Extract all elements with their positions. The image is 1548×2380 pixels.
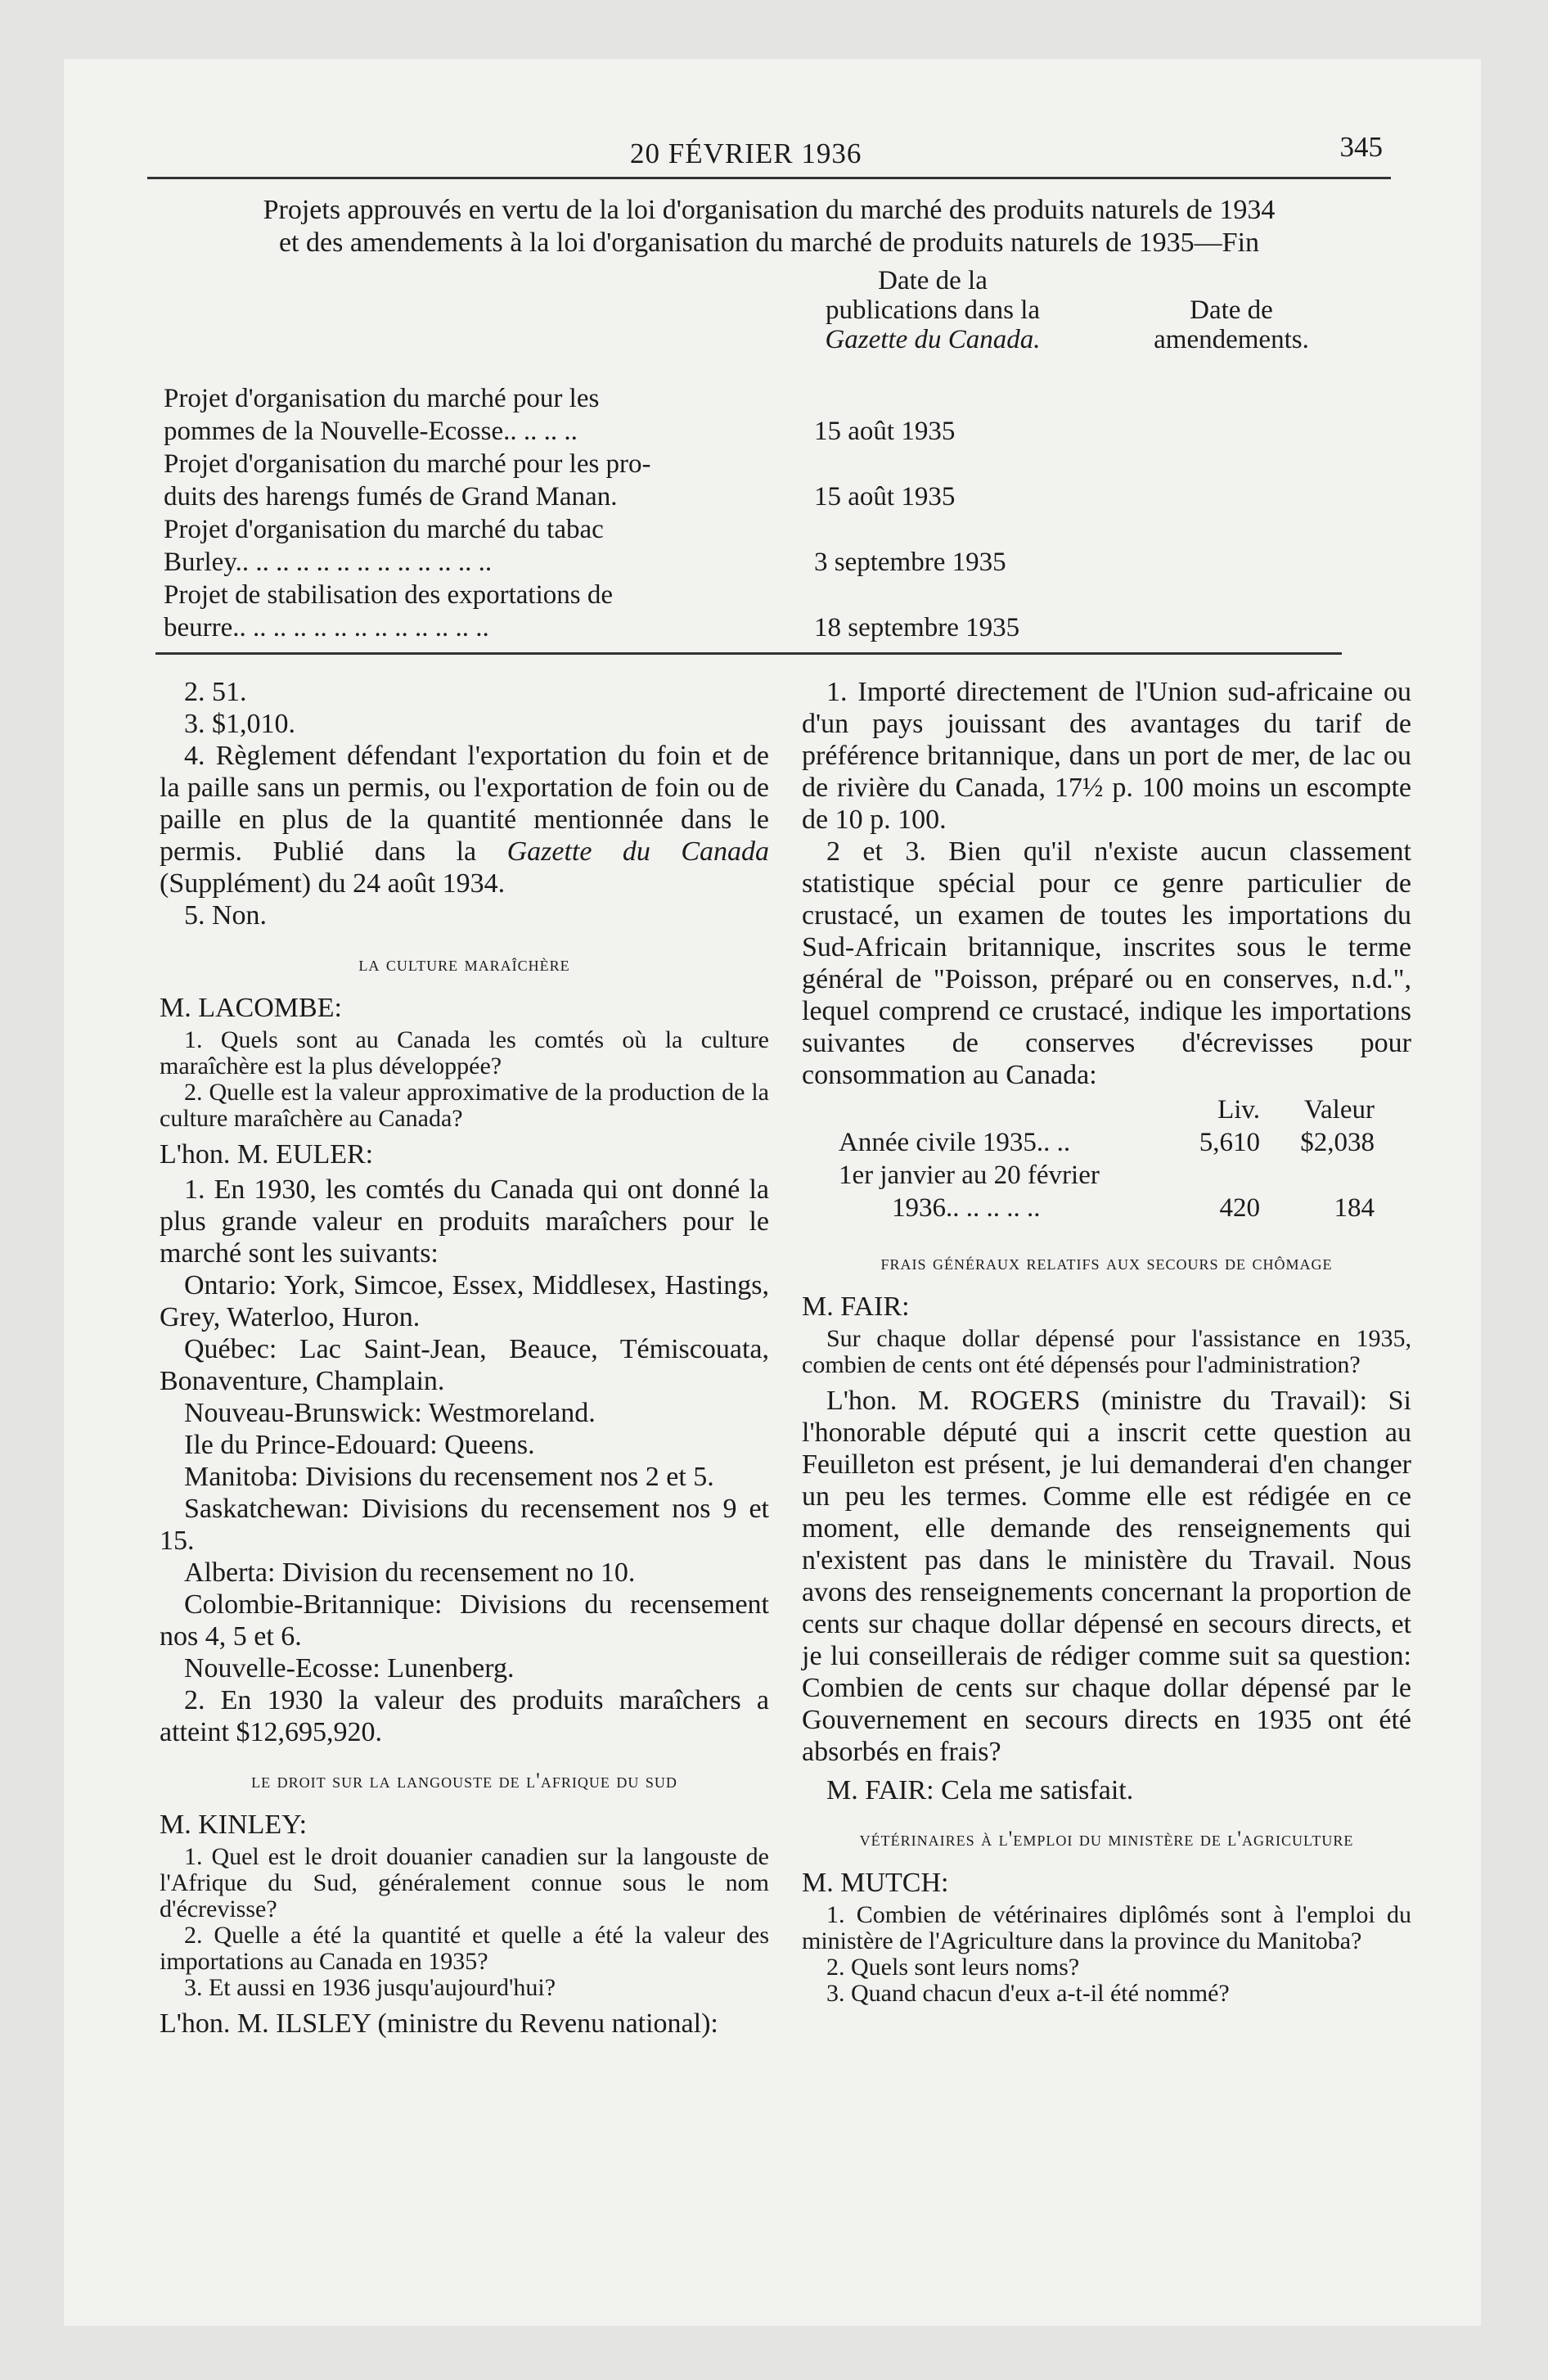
table-heading-line: Projets approuvés en vertu de la loi d'organisation du marché des produits naturels de 1934 — [263, 195, 1276, 225]
table-heading-line: et des amendements à la loi d'organisation du marché de produits naturels de 1935—Fin — [278, 228, 1260, 258]
table-row — [164, 579, 1293, 644]
speaker-name: M. FAIR: — [802, 1291, 910, 1322]
gazette-title: Gazette du Canada — [506, 836, 770, 867]
column-header-line: amendements. — [1154, 325, 1309, 354]
question-text: Sur chaque dollar dépensé pour l'assistance en 1935, combien de cents ont été dépensés pour l'administration? — [802, 1325, 1411, 1378]
publication-date: 3 septembre 1935 — [814, 548, 1006, 577]
answer-item: 5. Non. — [184, 900, 268, 931]
period-label: Année civile 1935.. .. — [839, 1128, 1071, 1157]
period-label: 1936.. .. .. .. .. — [892, 1193, 1041, 1223]
answer-item: 3. $1,010. — [184, 709, 295, 739]
speaker-name: M. MUTCH: — [802, 1868, 949, 1898]
speaker-name: L'hon. M. EULER: — [160, 1139, 374, 1170]
project-name: Projet d'organisation du marché du tabac — [164, 515, 604, 544]
period-label: 1er janvier au 20 février — [839, 1161, 1100, 1190]
column-header-line: Date de la — [878, 266, 988, 295]
project-name: Burley.. .. .. .. .. .. .. .. .. .. .. .. .. — [164, 548, 493, 577]
running-header — [147, 123, 1391, 172]
left-column — [160, 676, 769, 2043]
column-header-publication — [785, 266, 1080, 354]
section-title: la culture maraîchère — [358, 952, 570, 976]
answer-text: 2 et 3. Bien qu'il n'existe aucun classement statistique spécial pour ce genre particulier de crustacé, un examen de toutes les importations du Sud-Africain britannique, inscrites sous le terme général de "Poisson, préparé ou en conserves, n.d.", lequel comprend ce crustacé, indique les importations suivantes de conserves d'écrevisses pour consommation au Canada: — [802, 836, 1411, 1090]
answer-text: 4. Règlement défendant l'exportation du foin et de la paille sans un permis, ou l'exportation de foin ou de paille en plus de la quantité mentionnée dans le permis. Publié dans la — [160, 741, 769, 867]
column-header-pounds: Liv. — [1217, 1095, 1260, 1125]
pounds-value: 420 — [1219, 1193, 1260, 1223]
imports-table — [802, 1091, 1411, 1230]
header-rule — [147, 177, 1391, 179]
page-content — [147, 123, 1411, 2039]
county-list-item: Québec: Lac Saint-Jean, Beauce, Témiscouata, Bonaventure, Champlain. — [160, 1334, 769, 1396]
publication-date: 15 août 1935 — [814, 482, 956, 512]
publication-date: 18 septembre 1935 — [814, 613, 1020, 642]
project-name: Projet d'organisation du marché pour les pro- — [164, 449, 651, 479]
column-header-line: publications dans la — [825, 295, 1041, 325]
speaker-name: L'hon. M. ILSLEY (ministre du Revenu national): — [160, 2008, 718, 2039]
right-column — [802, 676, 1411, 2007]
project-name: Projet d'organisation du marché pour les — [164, 384, 600, 413]
project-name: pommes de la Nouvelle-Ecosse.. .. .. .. — [164, 417, 578, 446]
county-list-item: Ontario: York, Simcoe, Essex, Middlesex, Hastings, Grey, Waterloo, Huron. — [160, 1270, 769, 1332]
question-text: 1. Quels sont au Canada les comtés où la culture maraîchère est la plus développée? — [160, 1026, 769, 1080]
dollar-value: $2,038 — [1300, 1128, 1375, 1157]
table-heading — [147, 194, 1391, 259]
page-date-title: 20 FÉVRIER 1936 — [630, 137, 862, 169]
county-list-item: Alberta: Division du recensement no 10. — [184, 1557, 636, 1588]
answer-item: 2. 51. — [184, 677, 247, 707]
answer-text: (Supplément) du 24 août 1934. — [160, 868, 506, 899]
project-name: Projet de stabilisation des exportations de — [164, 580, 613, 610]
table-row — [164, 448, 1293, 513]
column-header-value: Valeur — [1303, 1095, 1375, 1125]
answer-text: 1. En 1930, les comtés du Canada qui ont donné la plus grande valeur en produits maraîchers pour le marché sont les suivants: — [160, 1174, 769, 1269]
section-title: le droit sur la langouste de l'afrique du sud — [251, 1769, 677, 1792]
project-name: beurre.. .. .. .. .. .. .. .. .. .. .. .. .. — [164, 613, 489, 642]
dollar-value: 184 — [1334, 1193, 1375, 1223]
speaker-name: M. LACOMBE: — [160, 993, 342, 1023]
section-title: vétérinaires à l'emploi du ministère de l'agriculture — [859, 1827, 1354, 1850]
table-row — [164, 513, 1293, 579]
county-list-item: Ile du Prince-Edouard: Queens. — [184, 1430, 535, 1460]
county-list-item: Nouveau-Brunswick: Westmoreland. — [184, 1398, 596, 1428]
question-text: 3. Et aussi en 1936 jusqu'aujourd'hui? — [184, 1974, 556, 2001]
column-header-amendments — [1125, 295, 1338, 354]
pounds-value: 5,610 — [1199, 1128, 1260, 1157]
county-list-item: Saskatchewan: Divisions du recensement nos 9 et 15. — [160, 1494, 769, 1556]
question-text: 1. Combien de vétérinaires diplômés sont à l'emploi du ministère de l'Agriculture dans la province du Manitoba? — [802, 1901, 1411, 1954]
county-list-item: Colombie-Britannique: Divisions du recensement nos 4, 5 et 6. — [160, 1589, 769, 1652]
question-text: 2. Quels sont leurs noms? — [826, 1954, 1080, 1981]
table-row — [164, 382, 1293, 448]
county-list-item: Nouvelle-Ecosse: Lunenberg. — [184, 1653, 515, 1684]
speaker-reply: M. FAIR: Cela me satisfait. — [826, 1775, 1134, 1805]
speaker-name: M. KINLEY: — [160, 1810, 308, 1840]
answer-text: L'hon. M. ROGERS (ministre du Travail): Si l'honorable député qui a inscrit cette question au Feuilleton est présent, je lui demanderai d'en changer un peu les termes. Comme elle est rédigée en ce moment, elle demande des renseignements qui n'existent pas dans le ministère du Travail. Nous avons des renseignements concernant la proportion de cents sur chaque dollar dépensé en secours directs, et je lui conseillerais de rédiger comme suit sa question: Combien de cents sur chaque dollar dépensé par le Gouvernement en secours directs en 1935 ont été absorbés en frais? — [802, 1386, 1411, 1767]
question-text: 2. Quelle a été la quantité et quelle a été la valeur des importations au Canada en 1935? — [160, 1922, 769, 1975]
county-list-item: Manitoba: Divisions du recensement nos 2 et 5. — [184, 1462, 714, 1492]
page-number: 345 — [1339, 131, 1383, 163]
projects-table — [147, 259, 1391, 652]
answer-item — [160, 740, 769, 899]
answer-text: 2. En 1930 la valeur des produits maraîchers a atteint $12,695,920. — [160, 1685, 769, 1747]
question-text: 3. Quand chacun d'eux a-t-il été nommé? — [826, 1980, 1230, 2007]
section-title: frais généraux relatifs aux secours de chômage — [880, 1251, 1333, 1274]
project-name: duits des harengs fumés de Grand Manan. — [164, 482, 618, 512]
publication-date: 15 août 1935 — [814, 417, 956, 446]
question-text: 2. Quelle est la valeur approximative de la production de la culture maraîchère au Canada? — [160, 1079, 769, 1132]
table-bottom-rule — [155, 652, 1342, 655]
column-header-line: Date de — [1190, 295, 1273, 325]
column-header-line: Gazette du Canada. — [825, 325, 1041, 354]
answer-text: 1. Importé directement de l'Union sud-africaine ou d'un pays jouissant des avantages du tarif de préférence britannique, dans un port de mer, de lac ou de rivière du Canada, 17½ p. 100 moins un escompte de 10 p. 100. — [802, 677, 1411, 835]
question-text: 1. Quel est le droit douanier canadien sur la langouste de l'Afrique du Sud, généralement connue sous le nom d'écrevisse? — [160, 1843, 769, 1922]
